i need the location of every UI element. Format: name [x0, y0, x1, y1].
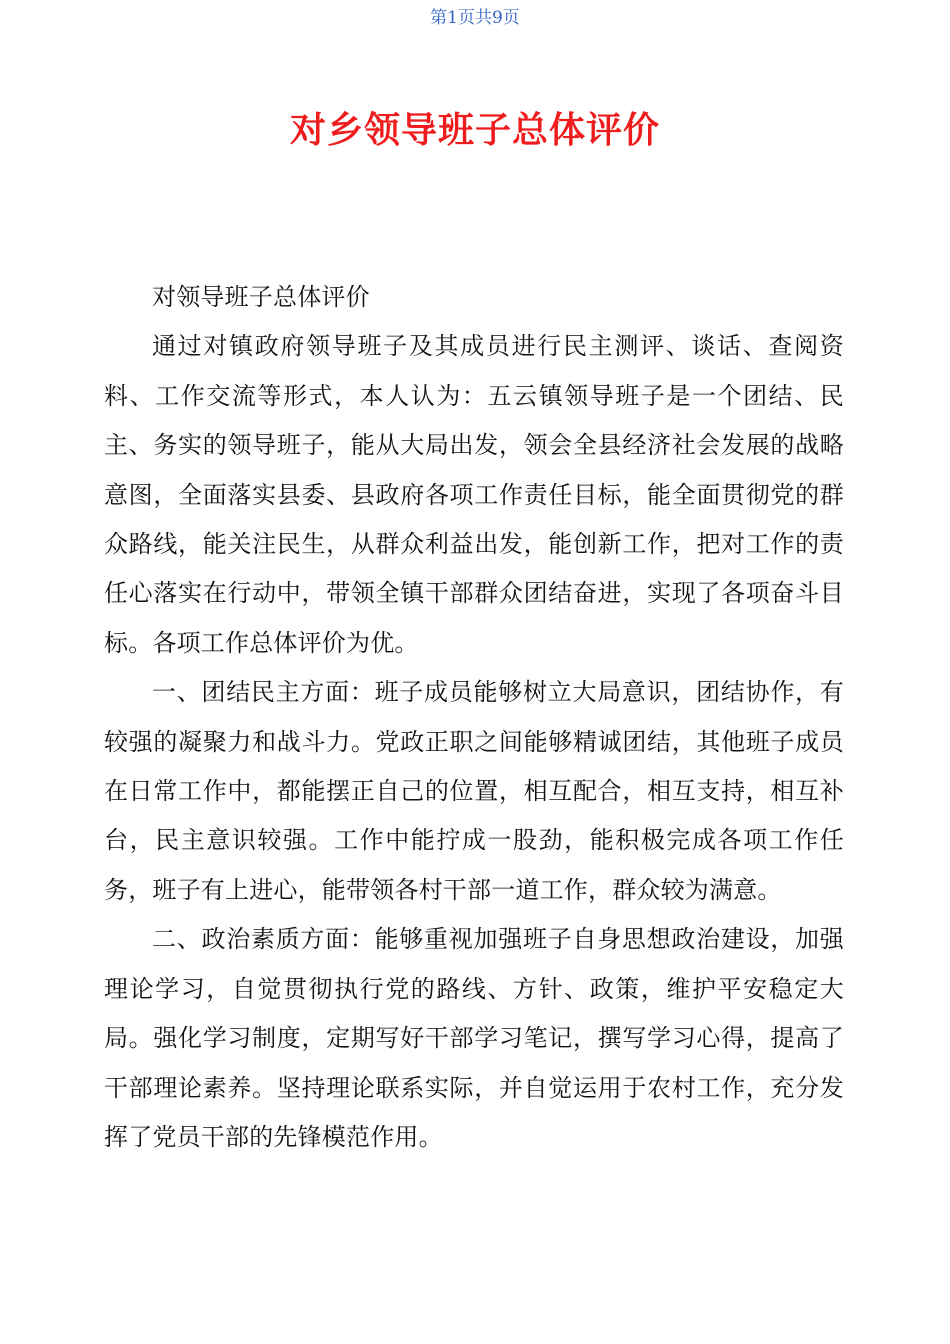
body-paragraph-political: 二、政治素质方面：能够重视加强班子自身思想政治建设，加强理论学习，自觉贯彻执行党的路线、方针、政策，维护平安稳定大局。强化学习制度，定期写好干部学习笔记，撰写学习心得，提高了干部理论素养。坚持理论联系实际，并自觉运用于农村工作，充分发挥了党员干部的先锋模范作用。: [104, 925, 844, 1151]
document-title: 对乡领导班子总体评价: [289, 110, 660, 151]
page-number-header: 第1页共9页: [430, 8, 520, 28]
body-paragraph-intro: 通过对镇政府领导班子及其成员进行民主测评、谈话、查阅资料、工作交流等形式，本人认为：五云镇领导班子是一个团结、民主、务实的领导班子，能从大局出发，领会全县经济社会发展的战略意图，全面落实县委、县政府各项工作责任目标，能全面贯彻党的群众路线，能关注民生，从群众利益出发，能创新工作，把对工作的责任心落实在行动中，带领全镇干部群众团结奋进，实现了各项奋斗目标。各项工作总体评价为优。: [104, 332, 844, 657]
body-paragraph-subtitle: 对领导班子总体评价: [152, 283, 370, 311]
body-paragraph-unity: 一、团结民主方面：班子成员能够树立大局意识，团结协作，有较强的凝聚力和战斗力。党政正职之间能够精诚团结，其他班子成员在日常工作中，都能摆正自己的位置，相互配合，相互支持，相互补台，民主意识较强。工作中能拧成一股劲，能积极完成各项工作任务，班子有上进心，能带领各村干部一道工作，群众较为满意。: [104, 678, 844, 904]
document-body: [104, 273, 844, 1162]
